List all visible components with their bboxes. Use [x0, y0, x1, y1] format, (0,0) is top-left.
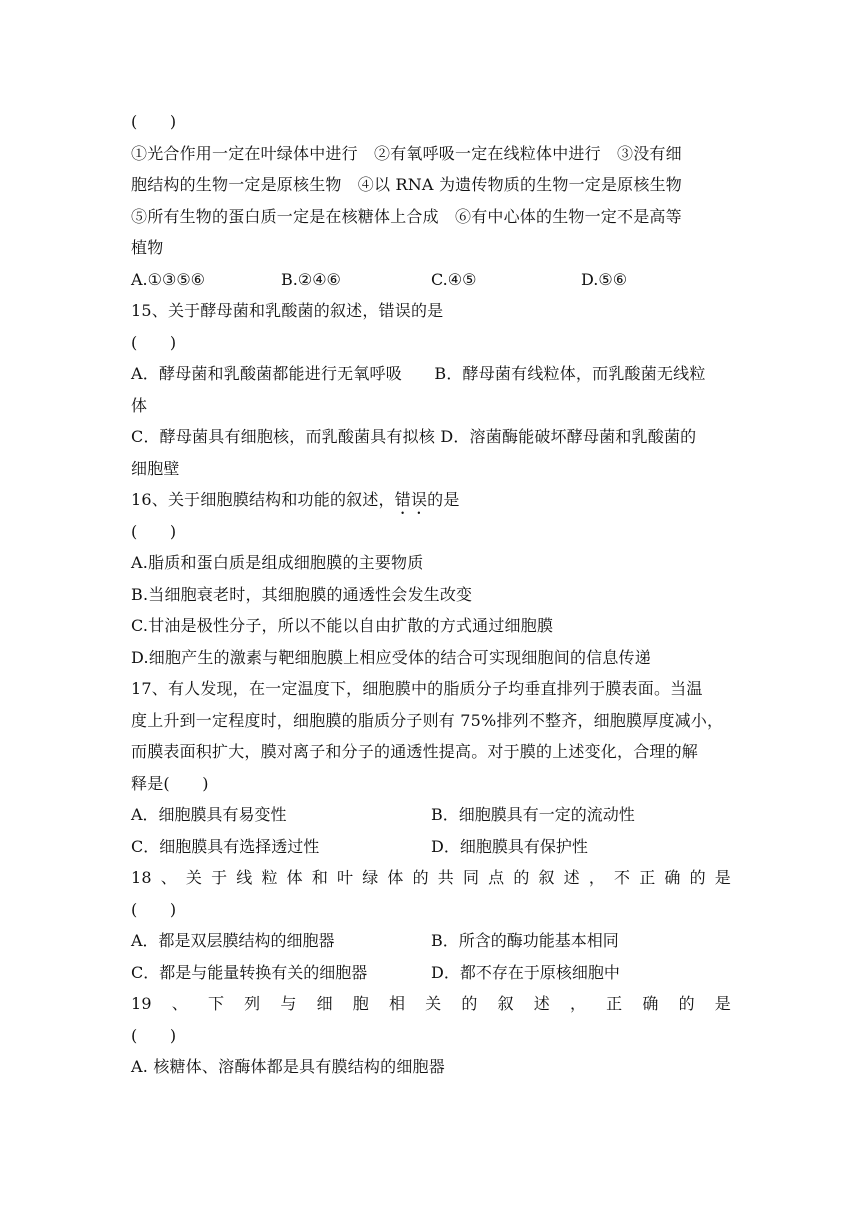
q16-option-b: B.当细胞衰老时，其细胞膜的通透性会发生改变: [131, 584, 473, 604]
q17-options-row-2: [131, 831, 731, 863]
q18-option-c: C．都是与能量转换有关的细胞器: [131, 962, 368, 982]
q16-stem-post: 的是: [427, 490, 460, 509]
q17-options-row-1: [131, 799, 731, 831]
q18-answer-paren: ( ): [131, 899, 177, 919]
q14-statements-line-2: 胞结构的生物一定是原核生物 ④以 RNA 为遗传物质的生物一定是原核生物: [131, 175, 682, 194]
q15-stem: 15、关于酵母菌和乳酸菌的叙述，错误的是: [131, 301, 444, 320]
q16-option-d: D.细胞产生的激素与靶细胞膜上相应受体的结合可实现细胞间的信息传递: [131, 647, 651, 667]
q18-option-b: B．所含的酶功能基本相同: [431, 931, 619, 950]
q14-statements-line-1: ①光合作用一定在叶绿体中进行 ②有氧呼吸一定在线粒体中进行 ③没有细: [131, 143, 682, 163]
q15-options-line-cd-cont: 细胞壁: [131, 458, 180, 478]
q14-option-d: D.⑤⑥: [581, 269, 628, 289]
q14-answer-paren: ( ): [131, 112, 177, 131]
q16-answer-paren: ( ): [131, 521, 177, 541]
q17-stem-line-2: 度上升到一定程度时，细胞膜的脂质分子则有 75%排列不整齐，细胞膜厚度减小，: [131, 710, 724, 730]
q16-stem: [131, 484, 731, 516]
q16-option-a: A.脂质和蛋白质是组成细胞膜的主要物质: [131, 553, 424, 572]
q17-option-c: C．细胞膜具有选择透过性: [131, 836, 320, 856]
q16-stem-emphasis: 错误: [394, 490, 428, 509]
q18-option-a: A．都是双层膜结构的细胞器: [131, 931, 335, 950]
q18-stem: 18、关于线粒体和叶绿体的共同点的叙述，不正确的是: [131, 868, 731, 887]
q18-options-row-2: [131, 957, 731, 989]
q16-stem-pre: 16、关于细胞膜结构和功能的叙述，: [131, 490, 395, 509]
q19-answer-paren: ( ): [131, 1025, 177, 1045]
q14-option-b: B.②④⑥: [281, 269, 341, 289]
q15-options-line-ab: A．酵母菌和乳酸菌都能进行无氧呼吸 B．酵母菌有线粒体，而乳酸菌无线粒: [131, 364, 706, 383]
q16-option-c: C.甘油是极性分子，所以不能以自由扩散的方式通过细胞膜: [131, 616, 554, 635]
document-page: [131, 106, 731, 1083]
q15-answer-paren: ( ): [131, 332, 177, 352]
q15-options-line-ab-cont: 体: [131, 395, 148, 415]
q17-stem-line-3: 而膜表面积扩大，膜对离子和分子的通透性提高。对于膜的上述变化，合理的解: [131, 742, 699, 761]
q14-options: [131, 264, 731, 296]
q15-options-line-cd: C．酵母菌具有细胞核，而乳酸菌具有拟核 D．溶菌酶能破坏酵母菌和乳酸菌的: [131, 427, 697, 446]
q14-option-c: C.④⑤: [431, 269, 477, 289]
q17-stem-line-4: 释是( ): [131, 773, 209, 793]
q17-stem-line-1: 17、有人发现，在一定温度下，细胞膜中的脂质分子均垂直排列于膜表面。当温: [131, 679, 703, 698]
q17-option-a: A．细胞膜具有易变性: [131, 805, 287, 824]
q19-stem: 19、下列与细胞相关的叙述，正确的是: [131, 994, 731, 1013]
q14-statements-line-4: 植物: [131, 238, 164, 257]
q18-option-d: D．都不存在于原核细胞中: [431, 962, 620, 982]
q14-option-a: A.①③⑤⑥: [131, 269, 206, 289]
q19-option-a: A. 核糖体、溶酶体都是具有膜结构的细胞器: [131, 1057, 445, 1076]
q17-option-d: D．细胞膜具有保护性: [431, 836, 588, 856]
q18-options-row-1: [131, 925, 731, 957]
q17-option-b: B．细胞膜具有一定的流动性: [431, 805, 635, 824]
q14-statements-line-3: ⑤所有生物的蛋白质一定是在核糖体上合成 ⑥有中心体的生物一定不是高等: [131, 206, 682, 226]
